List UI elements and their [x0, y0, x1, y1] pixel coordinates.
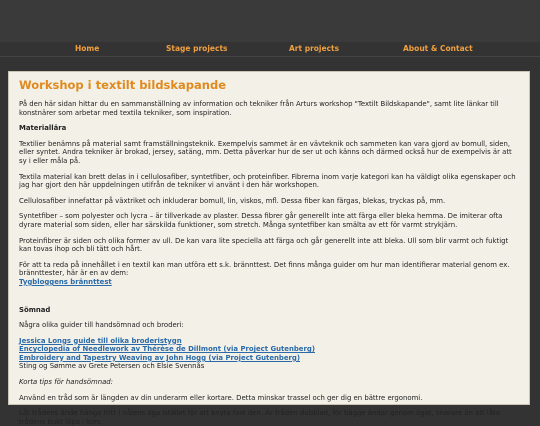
- spacer: [19, 294, 519, 303]
- paragraph: Låt trådens ände hänga fritt i nålens öga istället för att knyta fast den. Är tråden dubblad, för bägge ändar genom ögat, snarare än att låta trådens bukt löpa i kors: [19, 409, 500, 426]
- paragraph: Cellulosafiber innefattar på växtriket och inkluderar bomull, lin, viskos, mfl. Dessa fiber kan färgas, blekas, tryckas på, mm.: [19, 196, 446, 205]
- link-encyclopedia-needlework[interactable]: Encyclopedia of Needlework av Thérèse de Dillmont (via Project Gutenberg): [19, 345, 315, 354]
- paragraph: För att ta reda på innehållet i en textil kan man utföra ett s.k. brännttest. Det finns många guider om hur man identifierar material genom ex. brännttester, här är en av dem:: [19, 260, 510, 278]
- main-nav: [0, 42, 540, 57]
- link-block: [19, 278, 519, 287]
- main-content: [8, 71, 530, 426]
- nav-art-projects[interactable]: Art projects: [289, 44, 340, 53]
- paragraph: Textilier benämns på material samt framställningsteknik. Exempelvis sammet är en vävteknik och sammeten kan vara gjord av bomull, siden, eller syntet. Andra tekniker är brokad, jersey, satäng, mm. Detta påverkar hur de ser ut och känns och därmed också hur de exempelvis är att sy i eller måla på.: [19, 139, 512, 165]
- tips-heading: [19, 378, 519, 387]
- paragraph: Några olika guider till handsömnad och broderi:: [19, 321, 184, 330]
- paragraph: Textila material kan brett delas in i cellulosafiber, syntetfiber, och proteinfiber. Fibrerna inom varje kategori kan ha väldigt olika egenskaper och jag har gjort den här uppdelningen utifrån de tekniker vi använt i den här workshopen.: [19, 172, 516, 190]
- book-reference: Sting og Sømme av Grete Petersen och Elsie Svennås: [19, 362, 205, 371]
- section-heading-somnad: Sömnad: [19, 305, 51, 314]
- page-title: Workshop i textilt bildskapande: [19, 78, 227, 92]
- paragraph: Syntetfiber – som polyester och lycra – är tillverkade av plaster. Dessa fibrer går generellt inte att färga eller bleka hemma. De imiterar ofta dyrare material som siden, eller har särskilda funktioner, som stretch. Många syntetfiber kan smälta av ett för varmt strykjärn.: [19, 212, 503, 229]
- link-embroidery-tapestry[interactable]: Embroidery and Tapestry Weaving av John Hogg (via Project Gutenberg): [19, 353, 300, 362]
- link-jessica-long[interactable]: Jessica Longs guide till olika broderistygn: [19, 336, 182, 345]
- intro-text: På den här sidan hittar du en sammanställning av information och tekniker från Arturs workshop "Textilt Bildskapande", samt lite länkar till konstnärer som arbetar med textila tekniker, som inspiration.: [19, 100, 499, 117]
- header-bar: [0, 0, 540, 42]
- nav-stage-projects[interactable]: Stage projects: [166, 44, 228, 53]
- section-heading-materiallara: Materiallära: [19, 124, 67, 133]
- link-tygbloggen[interactable]: Tygbloggens brännttest: [19, 277, 112, 286]
- guide-links: [19, 337, 519, 371]
- paragraph: Använd en tråd som är längden av din underarm eller kortare. Detta minskar trassel och ger dig en bättre ergonomi.: [19, 393, 423, 402]
- paragraph: Proteinfibrer är siden och olika former av ull. De kan vara lite speciella att färga och går generellt inte att bleka. Ull som blir varmt och fuktigt kan tovas ihop och bli tätt och hårt.: [19, 236, 509, 254]
- nav-home[interactable]: Home: [75, 44, 100, 53]
- nav-about-contact[interactable]: About & Contact: [403, 44, 473, 53]
- tips-heading-text: Korta tips för handsömnad:: [19, 378, 114, 387]
